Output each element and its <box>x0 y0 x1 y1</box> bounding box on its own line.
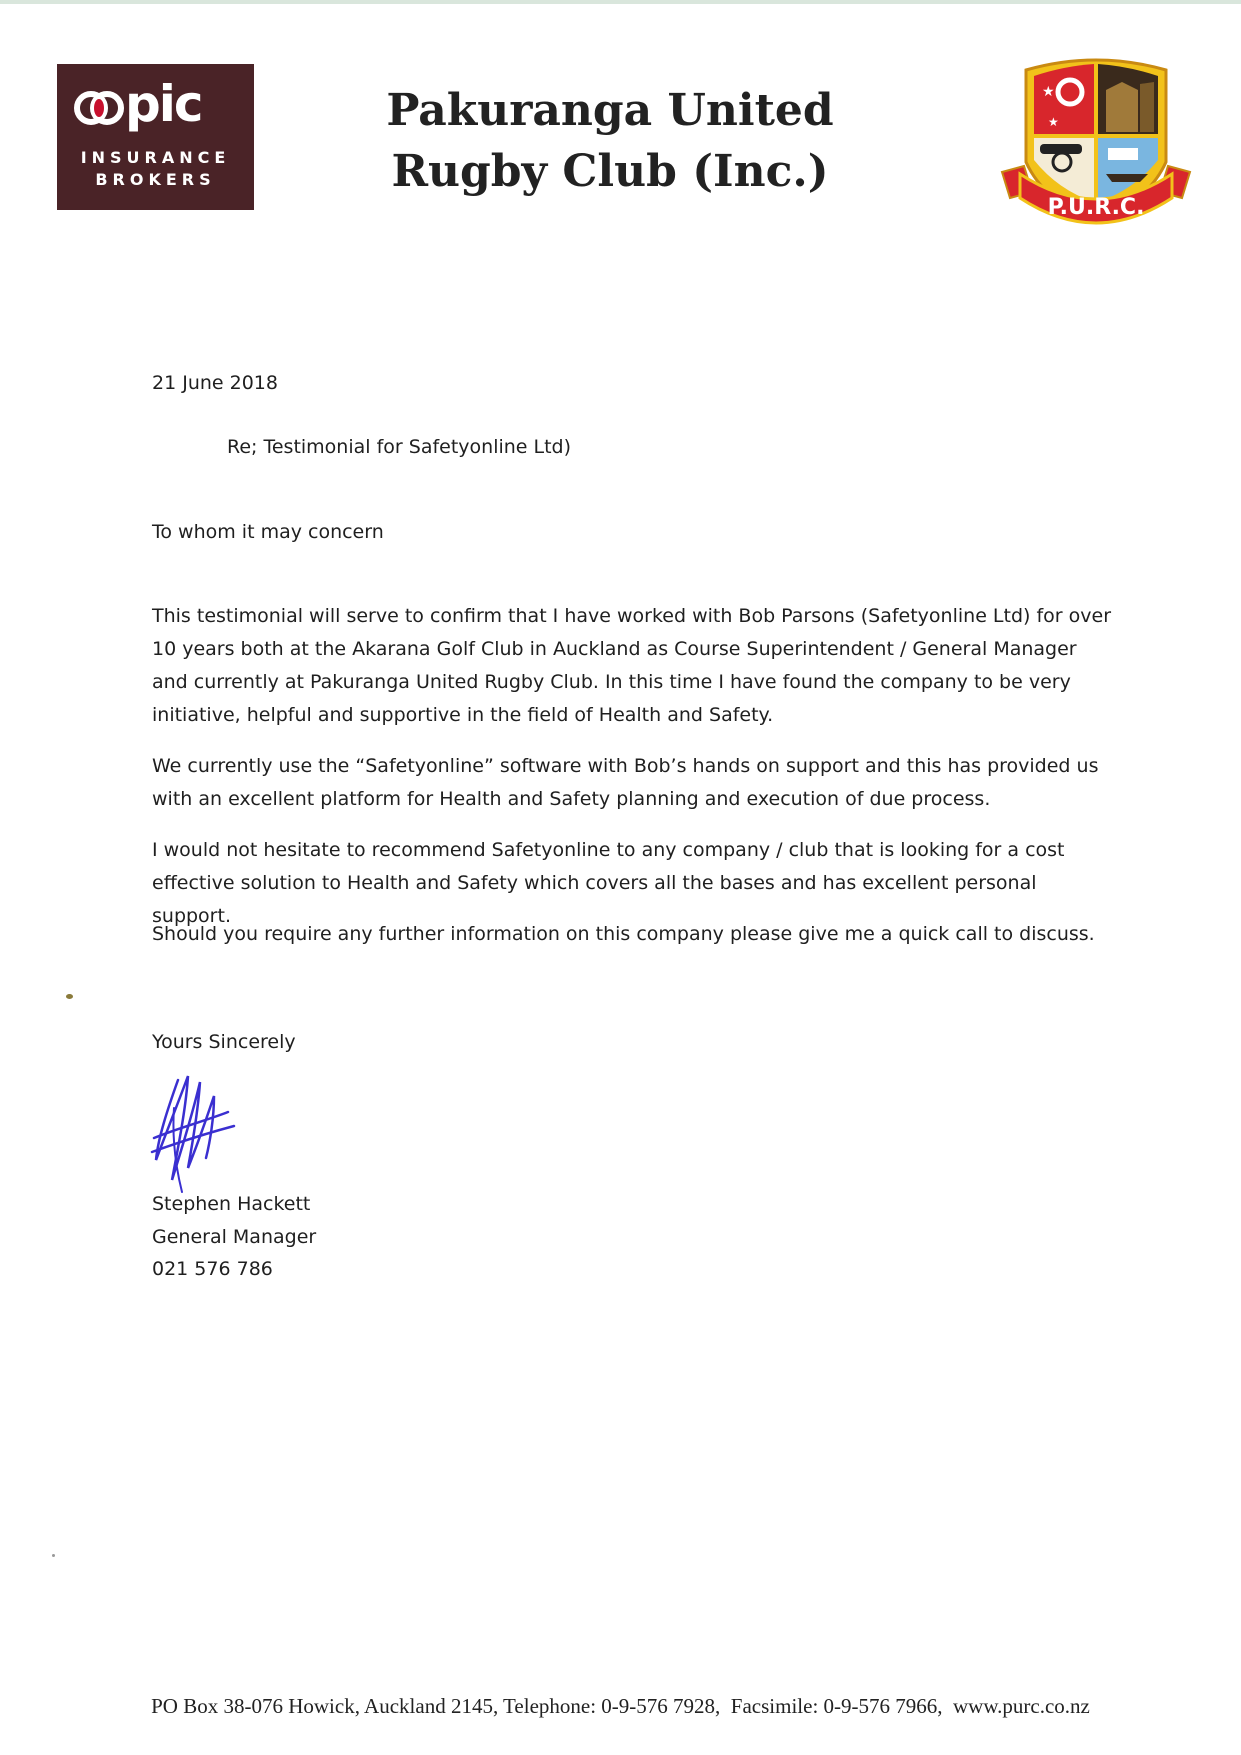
club-title <box>340 80 880 202</box>
paragraph-2: We currently use the “Safetyonline” software with Bob’s hands on support and this has provided us with an excellent platform for Health and Safety planning and execution of due process. <box>152 755 1099 810</box>
signatory-name: Stephen Hackett <box>152 1193 311 1215</box>
svg-text:★: ★ <box>1042 84 1055 100</box>
pic-logo-line1: INSURANCE <box>80 148 231 167</box>
paragraph-4: Should you require any further information on this company please give me a quick call to discuss. <box>152 923 1095 945</box>
signatory-phone: 021 576 786 <box>152 1258 273 1280</box>
scan-speck <box>66 994 73 999</box>
club-title-line2: Rugby Club (Inc.) <box>391 146 829 197</box>
svg-text:★: ★ <box>1048 115 1059 129</box>
page-top-edge <box>0 0 1241 4</box>
footer-address: PO Box 38-076 Howick, Auckland 2145, Telephone: 0-9-576 7928, Facsimile: 0-9-576 7966, www.purc.co.nz <box>151 1694 1090 1718</box>
scan-speck <box>52 1554 55 1557</box>
paragraph-3: I would not hesitate to recommend Safetyonline to any company / club that is looking for a cost effective solution to Health and Safety which covers all the bases and has excellent personal support. <box>152 839 1065 927</box>
letter-salutation: To whom it may concern <box>152 521 384 543</box>
paragraph-1: This testimonial will serve to confirm that I have worked with Bob Parsons (Safetyonline Ltd) for over 10 years both at the Akarana Golf Club in Auckland as Course Superintendent / General Manager and currently at Pakuranga United Rugby Club. In this time I have found the company to be very initiative, helpful and supportive in the field of Health and Safety. <box>152 605 1112 726</box>
purc-crest-logo <box>998 52 1194 242</box>
letter-date: 21 June 2018 <box>152 372 278 394</box>
pic-insurance-brokers-logo <box>57 64 254 210</box>
letter-subject: Re; Testimonial for Safetyonline Ltd) <box>227 436 572 458</box>
pic-logo-word: pic <box>125 75 202 133</box>
handwritten-signature <box>148 1068 238 1202</box>
signatory-title: General Manager <box>152 1226 317 1248</box>
pic-logo-line2: BROKERS <box>95 170 216 189</box>
crest-ribbon-text: P.U.R.C. <box>1047 195 1145 220</box>
club-title-line1: Pakuranga United <box>386 85 834 136</box>
letter-closing: Yours Sincerely <box>152 1031 296 1053</box>
